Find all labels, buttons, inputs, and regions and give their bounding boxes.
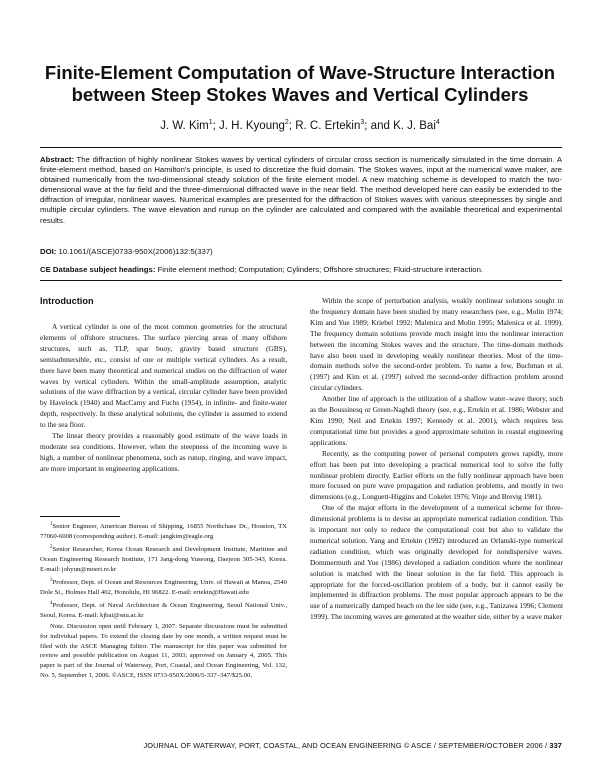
author-affiliation-mark: 4 [435,119,440,126]
author-name: J. H. Kyoung [219,119,285,132]
abstract [40,155,562,226]
body-paragraph: Within the scope of perturbation analysis, weakly nonlinear solutions sought in the frequency domain have been studied by many researchers (see, e.g., Molin 1974; Kim and Yue 1989; Kriebel 1992; Malenica and Molin 1995; Malenica et al. 1999). The frequency domain solutions provide much insight into the nonlinear interaction between the incoming Stokes waves and the structure. The time-domain methods have also been used in developing weakly nonlinear theories. Most of the time-domain methods solve the second-order problem. To name a few, Buchman et al. (1997) and Kim et al. (1997) solved the second-order diffraction problem around circular cylinders. [310,296,563,393]
author-separator: ; and [364,119,394,132]
doi-line [40,247,562,256]
journal-citation: JOURNAL OF WATERWAY, PORT, COASTAL, AND OCEAN ENGINEERING © ASCE / SEPTEMBER/OCTOBER 2006 / [143,741,550,750]
author-name: R. C. Ertekin [295,119,361,132]
bottom-rule [40,280,562,281]
author-affiliation-mark: 3 [360,119,365,126]
keywords-label: CE Database subject headings: [40,265,156,274]
author-name: J. W. Kim [160,119,209,132]
author-affiliation-mark: 1 [208,119,213,126]
footnote-rule [40,516,120,517]
author-affiliation-mark: 2 [284,119,289,126]
right-column [310,296,563,623]
footnote-text: Note. Discussion open until February 1, 2007. Separate discussions must be submitted for individual papers. To extend the closing date by one month, a written request must be filed with the ASCE Managing Editor. The manuscript for this paper was submitted for review and possible publication on August 11, 2003; approved on January 4, 2005. This paper is part of the Journal of Waterway, Port, Coastal, and Ocean Engineering, Vol. 132, No. 5, September 1, 2006. ©ASCE, ISSN 0733-950X/2006/5-337–347/$25.00. [40,623,287,679]
subject-headings [40,265,562,274]
footnote [40,622,287,680]
footnote-mark: 4 [50,601,53,607]
left-column [40,322,287,475]
body-paragraph: Another line of approach is the utilization of a shallow water–wave theory, such as the Boussinesq or Green-Naghdi theory (see, e.g., Ertekin et al. 1986; Webster and Kim 1990; Neil and Ertekin 1997; Kennedy et al. 2001), which requires less computational time but provides a good approximate solution in coastal engineering applications. [310,394,563,447]
doi-value[interactable]: 10.1061/(ASCE)0733-950X(2006)132:5(337) [58,247,213,256]
footnote-mark: 2 [50,545,53,551]
top-rule [40,147,562,148]
keywords-value: Finite element method; Computation; Cylinders; Offshore structures; Fluid-structure interaction. [157,265,484,274]
footnote [40,520,287,542]
introduction-heading: Introduction [40,296,94,306]
footnote-text: Professor, Dept. of Naval Architecture & Ocean Engineering, Seoul National Univ., Seoul, Korea. E-mail: kjbai@snu.ac.kr [40,602,287,620]
footnote-mark: 3 [50,577,53,583]
footnote-mark: 1 [50,522,53,527]
abstract-label: Abstract: [40,155,75,164]
paper-title: Finite-Element Computation of Wave-Structure Interaction between Steep Stokes Waves and Vertical Cylinders [44,62,556,105]
footnote [40,599,287,621]
journal-footer [40,741,562,750]
page-number: 337 [549,741,562,750]
body-paragraph: A vertical cylinder is one of the most common geometries for the structural elements of offshore structures. The surface piercing areas of many offshore structures, such as, TLP, spar buoy, gravity based structure (GBS), semisubmersible, etc., consist of one or multiple vertical cylinders. As a result, there have been many theoretical and numerical studies on the diffraction of water waves by vertical cylinders. Within the small-amplitude assumption, analytic solutions of the wave diffraction by a vertical, circular cylinder have been provided by Havelock (1940) and MacCamy and Fuchs (1954), in infinite- and finite-water depth, respectively. In these analytical solutions, the cylinder is assumed to extend to the sea floor. [40,322,287,430]
body-paragraph: The linear theory provides a reasonably good estimate of the wave loads in moderate sea conditions. However, when the steepness of the incoming wave is high, a number of nonlinear phenomena, such as runup, ringing, and wave impact, are more important in engineering applications. [40,431,287,473]
abstract-text: The diffraction of highly nonlinear Stokes waves by vertical cylinders of circular cross section is numerically simulated in the time domain. A finite-element method, based on Hamilton's principle, is used to discretize the fluid domain. The Stokes waves, input at the numerical wave maker, are obtained numerically from the two-dimensional steady solution of the finite element model. A new matching scheme is developed to match the two-dimensional wave at the far field and the three-dimensional diffracted wave in the near field. The method developed here can easily be extended to the diffraction of irregular, nonlinear waves. Numerical examples are presented for the diffraction of Stokes waves with various steepnesses by single and multiple circular cylinders. The wave elevation and runup on the cylinder are calculated and compared with the available theoretical and experimental results. [40,155,562,225]
author-list [40,119,560,132]
author-separator: ; [212,119,220,132]
footnote-text: Senior Researcher, Korea Ocean Research and Development Institute, Maritime and Ocean Engineering Research Institute, 171 Jang-dong Yuseong, Daejeon 305-343, Korea. E-mail: johyun@moeri.re.kr [40,546,287,573]
footnote-text: Professor, Dept. of Ocean and Resources Engineering, Univ. of Hawaii at Manoa, 2540 Dole St., Holmes Hall 402, Honolulu, HI 96822. E-mail: ertekin@Hawaii.edu [40,579,287,596]
doi-label: DOI: [40,247,57,256]
footnote-text: Senior Engineer, American Bureau of Shipping, 16855 Northchase Dr., Houston, TX 77060-6008 (corresponding author). E-mail: jangkim@eagle.org [40,523,287,540]
body-paragraph: Recently, as the computing power of personal computers grows rapidly, more effort has been put into developing a practical numerical tool to solve the fully nonlinear problem directly. Earlier efforts on the fully nonlinear approach have been more focused on pure wave propagation and radiation problems, and mostly in two dimensions (e.g., Longuett-Higgins and Cokelet 1976; Vinje and Brevig 1981). [310,448,563,502]
footnote [40,576,287,598]
author-separator: ; [288,119,296,132]
footnotes [40,520,287,682]
footnote [40,543,287,574]
author-name: K. J. Bai [393,119,436,132]
body-paragraph: One of the major efforts in the development of a numerical scheme for three-dimensional problems is to devise an appropriate numerical radiation condition. This is important not only to reduce the computational cost but also to validate the numerical solution. Yang and Ertekin (1992) introduced an Orlanski-type numerical radiation condition, which was originally developed for nondispersive waves. Dommermuth and Yue (1986) developed a radiation condition where the nonlinear solution is matched with the linear solution in the far field. This approach is appropriate for the forced-oscillation problem of a body, but it cannot easily be implemented in diffraction problems. The most popular approach appears to be the use of a numerically damped beach on the lee side (see, e.g., Tanizawa 1996; Clement 1999). The incoming waves are generated at the weather side, either by a wave maker [310,503,563,622]
